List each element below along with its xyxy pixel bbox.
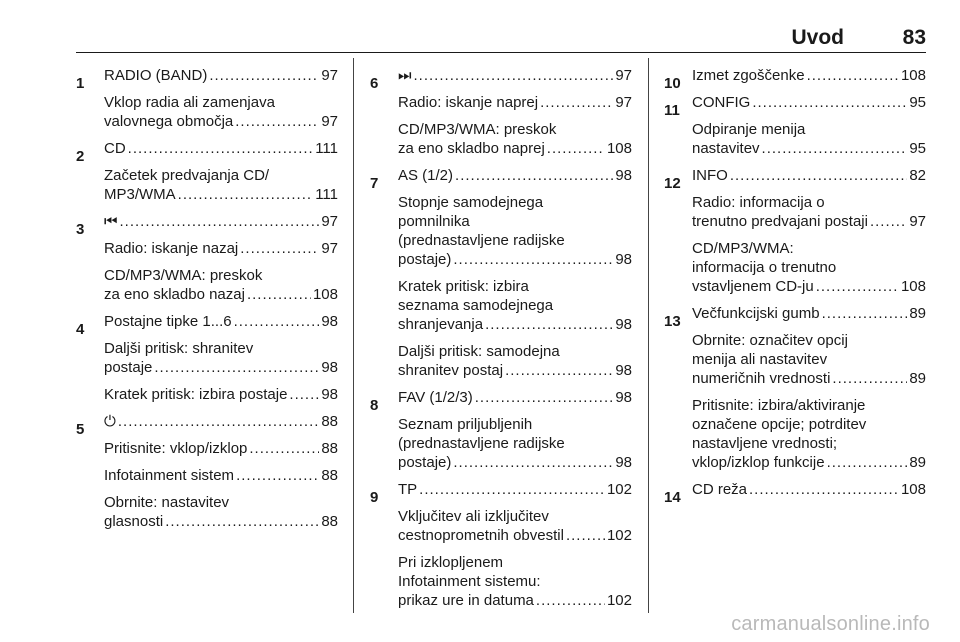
- dot-leader: [154, 358, 319, 377]
- subentry-text: FAV (1/2/3): [398, 389, 473, 406]
- subentry-text: Pritisnite: vklop/izklop: [104, 440, 248, 457]
- dot-leader: [178, 185, 314, 204]
- index-subentry: [692, 93, 926, 112]
- index-subentry: [692, 304, 926, 323]
- subentry-last-line: [104, 239, 338, 258]
- entry-number: 3: [76, 221, 85, 238]
- index-subentry: [104, 493, 338, 531]
- index-entry: [664, 93, 926, 158]
- index-subentry: [692, 480, 926, 499]
- subentry-last-line: [692, 480, 926, 499]
- dot-leader: [165, 512, 319, 531]
- index-subentry: [398, 193, 632, 269]
- page-reference: 108: [900, 67, 926, 84]
- index-subentry: [692, 120, 926, 158]
- subentry-text-line: nastavljene vrednosti;: [692, 435, 838, 452]
- index-subentry: [398, 553, 632, 610]
- subentry-text-line: Kratek pritisk: izbira: [398, 278, 529, 295]
- dot-leader: [822, 304, 908, 323]
- dot-leader: [827, 453, 908, 472]
- subentry-last-line: [398, 166, 632, 185]
- subentry-text-line: Pritisnite: izbira/aktiviranje: [692, 397, 866, 414]
- index-entry: [76, 66, 338, 131]
- subentry-text: cestnoprometnih obvestil: [398, 527, 564, 544]
- page-reference: 102: [606, 481, 632, 498]
- subentry-last-line: [692, 369, 926, 388]
- subentry-text-line: Začetek predvajanja CD/: [104, 167, 270, 184]
- page-reference: 98: [321, 386, 338, 403]
- dot-leader: [234, 312, 320, 331]
- subentry-text: CONFIG: [692, 94, 751, 111]
- page-reference: 98: [615, 389, 632, 406]
- entry-number: 12: [664, 175, 681, 192]
- dot-leader: [832, 369, 907, 388]
- subentry-text-line: informacija o trenutno: [692, 259, 837, 276]
- dot-leader: [816, 277, 899, 296]
- index-subentry: [104, 385, 338, 404]
- page-reference: 102: [606, 592, 632, 609]
- dot-leader: [236, 466, 319, 485]
- index-subentry: [104, 93, 338, 131]
- watermark-text: carmanualsonline.info: [731, 613, 930, 635]
- subentry-text: za eno skladbo nazaj: [104, 286, 245, 303]
- dot-leader: [752, 93, 907, 112]
- dot-leader: [749, 480, 899, 499]
- page-reference: 98: [321, 313, 338, 330]
- subentry-last-line: [398, 388, 632, 407]
- subentry-last-line: [692, 166, 926, 185]
- subentry-text-line: Obrnite: nastavitev: [104, 494, 230, 511]
- page-number: 83: [902, 26, 926, 49]
- subentry-text-line: Stopnje samodejnega: [398, 194, 544, 211]
- subentry-last-line: [398, 453, 632, 472]
- page-reference: 111: [315, 186, 338, 203]
- index-subentry: [398, 507, 632, 545]
- page-reference: 97: [321, 240, 338, 257]
- subentry-last-line: [104, 439, 338, 458]
- index-entry: [664, 480, 926, 506]
- dot-leader: [453, 250, 613, 269]
- index-entry: [664, 304, 926, 472]
- subentry-text: Radio: iskanje nazaj: [104, 240, 239, 257]
- subentry-text-line: Seznam priljubljenih: [398, 416, 533, 433]
- subentry-text-line: Radio: informacija o: [692, 194, 825, 211]
- page-reference: 88: [321, 513, 338, 530]
- index-entry: [370, 388, 632, 472]
- page-reference: 108: [900, 481, 926, 498]
- page-reference: 98: [615, 362, 632, 379]
- index-entry: [664, 66, 926, 92]
- subentry-text: prikaz ure in datuma: [398, 592, 534, 609]
- entry-number: 13: [664, 313, 681, 330]
- subentry-last-line: [398, 139, 632, 158]
- index-subentry: [104, 139, 338, 158]
- subentry-last-line: [104, 212, 338, 231]
- subentry-text-line: pomnilnika: [398, 213, 470, 230]
- subentry-last-line: [104, 466, 338, 485]
- page-reference: 111: [315, 140, 338, 157]
- subentry-text: TP: [398, 481, 418, 498]
- subentry-text-line: označene opcije; potrditev: [692, 416, 867, 433]
- index-subentry: [104, 339, 338, 377]
- subentry-last-line: [692, 212, 926, 231]
- index-subentry: [104, 312, 338, 331]
- page-header-title: Uvod: [791, 26, 844, 49]
- page-reference: 95: [909, 94, 926, 111]
- subentry-text-line: (prednastavljene radijske: [398, 232, 565, 249]
- dot-leader: [540, 93, 613, 112]
- dot-leader: [414, 66, 614, 85]
- dot-leader: [249, 439, 319, 458]
- subentry-last-line: [104, 412, 338, 431]
- dot-leader: [128, 139, 314, 158]
- subentry-text: trenutno predvajani postaji: [692, 213, 868, 230]
- dot-leader: [289, 385, 319, 404]
- page-reference: 88: [321, 467, 338, 484]
- dot-leader: [807, 66, 899, 85]
- subentry-text-line: seznama samodejnega: [398, 297, 554, 314]
- index-subentry: [692, 396, 926, 472]
- subentry-text-line: Daljši pritisk: samodejna: [398, 343, 560, 360]
- subentry-text: CD: [104, 140, 126, 157]
- subentry-text-line: CD/MP3/WMA:: [692, 240, 794, 257]
- subentry-text: Izmet zgoščenke: [692, 67, 805, 84]
- index-subentry: [104, 412, 338, 431]
- subentry-last-line: [398, 250, 632, 269]
- page-reference: 108: [312, 286, 338, 303]
- subentry-last-line: [692, 139, 926, 158]
- index-subentry: [398, 120, 632, 158]
- subentry-last-line: [398, 591, 632, 610]
- dot-leader: [455, 166, 613, 185]
- column-divider-2: [648, 58, 649, 613]
- index-subentry: [104, 239, 338, 258]
- subentry-text: vklop/izklop funkcije: [692, 454, 825, 471]
- index-entry: [76, 412, 338, 531]
- subentry-text-line: menija ali nastavitev: [692, 351, 828, 368]
- subentry-text: ⏻: [104, 413, 116, 430]
- subentry-last-line: [104, 112, 338, 131]
- index-subentry: [398, 93, 632, 112]
- subentry-last-line: [692, 93, 926, 112]
- index-subentry: [692, 331, 926, 388]
- page-reference: 98: [615, 316, 632, 333]
- dot-leader: [118, 412, 319, 431]
- entry-number: 5: [76, 421, 85, 438]
- subentry-text: RADIO (BAND): [104, 67, 208, 84]
- page-reference: 98: [321, 359, 338, 376]
- dot-leader: [247, 285, 311, 304]
- subentry-last-line: [104, 139, 338, 158]
- subentry-text: Večfunkcijski gumb: [692, 305, 820, 322]
- page-reference: 97: [321, 213, 338, 230]
- index-subentry: [398, 166, 632, 185]
- subentry-text: MP3/WMA: [104, 186, 176, 203]
- subentry-text: ⏮: [104, 213, 118, 230]
- subentry-text: Radio: iskanje naprej: [398, 94, 539, 111]
- dot-leader: [762, 139, 908, 158]
- index-subentry: [692, 193, 926, 231]
- page-reference: 102: [606, 527, 632, 544]
- dot-leader: [536, 591, 605, 610]
- subentry-text: Infotainment sistem: [104, 467, 235, 484]
- dot-leader: [120, 212, 320, 231]
- subentry-last-line: [398, 361, 632, 380]
- subentry-last-line: [692, 453, 926, 472]
- page-reference: 97: [615, 67, 632, 84]
- subentry-text: glasnosti: [104, 513, 164, 530]
- subentry-last-line: [104, 512, 338, 531]
- dot-leader: [453, 453, 613, 472]
- subentry-text-line: Odpiranje menija: [692, 121, 806, 138]
- subentry-text: CD reža: [692, 481, 748, 498]
- index-subentry: [104, 166, 338, 204]
- page-reference: 98: [615, 251, 632, 268]
- header-rule: [76, 52, 926, 53]
- subentry-text: postaje): [398, 251, 452, 268]
- entry-number: 2: [76, 148, 85, 165]
- index-subentry: [104, 466, 338, 485]
- entry-number: 6: [370, 75, 379, 92]
- subentry-last-line: [104, 66, 338, 85]
- index-subentry: [104, 439, 338, 458]
- dot-leader: [730, 166, 907, 185]
- subentry-text-line: (prednastavljene radijske: [398, 435, 565, 452]
- subentry-text-line: CD/MP3/WMA: preskok: [104, 267, 263, 284]
- subentry-last-line: [398, 315, 632, 334]
- dot-leader: [870, 212, 907, 231]
- subentry-text-line: CD/MP3/WMA: preskok: [398, 121, 557, 138]
- index-subentry: [104, 212, 338, 231]
- subentry-text: postaje: [104, 359, 153, 376]
- subentry-text: valovnega območja: [104, 113, 234, 130]
- subentry-last-line: [104, 285, 338, 304]
- index-subentry: [104, 66, 338, 85]
- page-reference: 89: [909, 305, 926, 322]
- index-entry: [370, 66, 632, 158]
- index-column-3: [664, 58, 926, 506]
- dot-leader: [235, 112, 319, 131]
- subentry-text: za eno skladbo naprej: [398, 140, 545, 157]
- page-reference: 88: [321, 440, 338, 457]
- subentry-text: nastavitev: [692, 140, 760, 157]
- page-reference: 89: [909, 454, 926, 471]
- index-entry: [76, 312, 338, 404]
- page-reference: 89: [909, 370, 926, 387]
- index-subentry: [692, 166, 926, 185]
- index-entry: [76, 139, 338, 204]
- index-column-2: [370, 58, 632, 610]
- entry-number: 1: [76, 75, 85, 92]
- entry-number: 14: [664, 489, 681, 506]
- subentry-text-line: Vključitev ali izključitev: [398, 508, 549, 525]
- subentry-text: postaje): [398, 454, 452, 471]
- column-divider-1: [353, 58, 354, 613]
- page-reference: 95: [909, 140, 926, 157]
- entry-number: 10: [664, 75, 681, 92]
- page-reference: 108: [900, 278, 926, 295]
- dot-leader: [505, 361, 613, 380]
- subentry-text: shranitev postaj: [398, 362, 504, 379]
- subentry-last-line: [398, 526, 632, 545]
- dot-leader: [240, 239, 319, 258]
- dot-leader: [547, 139, 605, 158]
- subentry-text-line: Vklop radia ali zamenjava: [104, 94, 275, 111]
- dot-leader: [485, 315, 613, 334]
- dot-leader: [566, 526, 605, 545]
- index-subentry: [398, 480, 632, 499]
- index-subentry: [692, 239, 926, 296]
- page-reference: 97: [909, 213, 926, 230]
- subentry-text: Postajne tipke 1...6: [104, 313, 232, 330]
- subentry-last-line: [692, 304, 926, 323]
- page-reference: 98: [615, 454, 632, 471]
- page-reference: 82: [909, 167, 926, 184]
- subentry-last-line: [398, 480, 632, 499]
- entry-number: 7: [370, 175, 379, 192]
- subentry-last-line: [398, 93, 632, 112]
- subentry-text: ⏭: [398, 67, 412, 84]
- subentry-text-line: Obrnite: označitev opcij: [692, 332, 848, 349]
- page-reference: 98: [615, 167, 632, 184]
- subentry-text-line: Infotainment sistemu:: [398, 573, 541, 590]
- index-subentry: [398, 277, 632, 334]
- subentry-text: vstavljenem CD-ju: [692, 278, 814, 295]
- page-reference: 108: [606, 140, 632, 157]
- index-entry: [664, 166, 926, 296]
- index-subentry: [692, 66, 926, 85]
- dot-leader: [419, 480, 605, 499]
- index-subentry: [398, 66, 632, 85]
- index-entry: [370, 166, 632, 380]
- page-reference: 88: [321, 413, 338, 430]
- subentry-last-line: [104, 312, 338, 331]
- entry-number: 9: [370, 489, 379, 506]
- subentry-last-line: [398, 66, 632, 85]
- index-subentry: [104, 266, 338, 304]
- index-subentry: [398, 342, 632, 380]
- entry-number: 8: [370, 397, 379, 414]
- subentry-last-line: [692, 277, 926, 296]
- subentry-last-line: [104, 358, 338, 377]
- index-entry: [76, 212, 338, 304]
- entry-number: 11: [664, 102, 680, 119]
- subentry-text: AS (1/2): [398, 167, 454, 184]
- dot-leader: [475, 388, 614, 407]
- subentry-text: INFO: [692, 167, 728, 184]
- index-column-1: [76, 58, 338, 531]
- subentry-text: Kratek pritisk: izbira postaje: [104, 386, 288, 403]
- index-entry: [370, 480, 632, 610]
- index-subentry: [398, 388, 632, 407]
- subentry-last-line: [692, 66, 926, 85]
- subentry-text: numeričnih vrednosti: [692, 370, 831, 387]
- subentry-last-line: [104, 185, 338, 204]
- index-subentry: [398, 415, 632, 472]
- entry-number: 4: [76, 321, 85, 338]
- subentry-text-line: Pri izklopljenem: [398, 554, 504, 571]
- subentry-last-line: [104, 385, 338, 404]
- page-reference: 97: [321, 113, 338, 130]
- subentry-text: shranjevanja: [398, 316, 484, 333]
- page-reference: 97: [615, 94, 632, 111]
- page-reference: 97: [321, 67, 338, 84]
- subentry-text-line: Daljši pritisk: shranitev: [104, 340, 254, 357]
- dot-leader: [209, 66, 319, 85]
